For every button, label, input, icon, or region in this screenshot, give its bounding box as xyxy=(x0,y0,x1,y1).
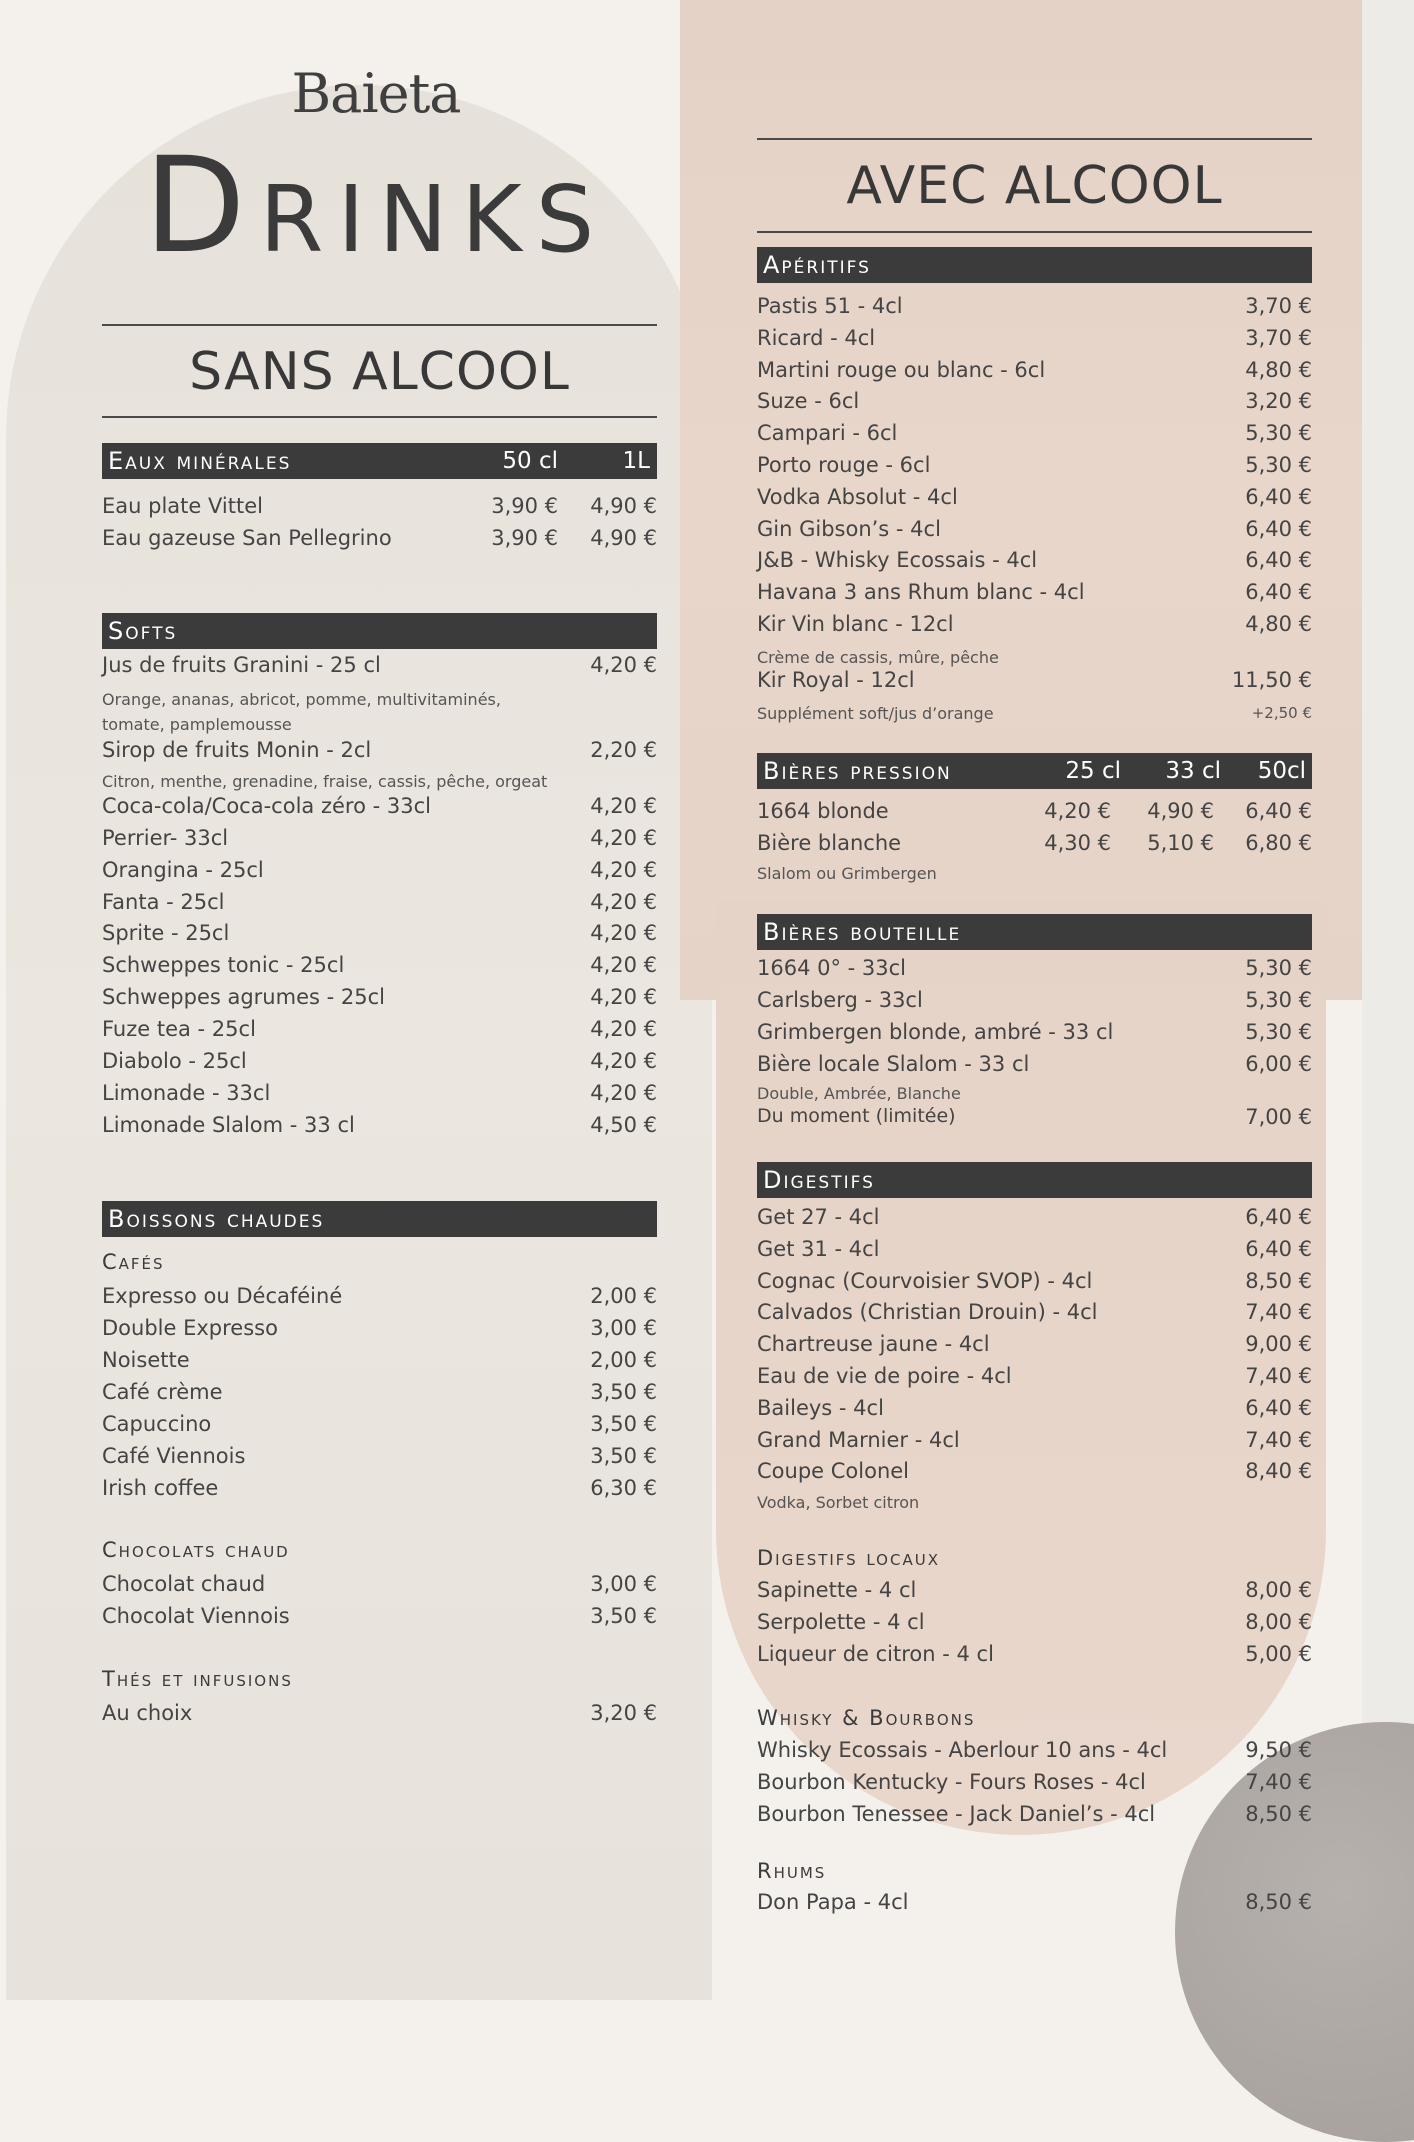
item-price: 3,50 € xyxy=(590,1604,657,1628)
item-price: 5,30 € xyxy=(1245,988,1312,1012)
item-price: 3,50 € xyxy=(590,1412,657,1436)
menu-item xyxy=(757,485,1312,517)
item-name: Chocolat Viennois xyxy=(102,1604,290,1628)
header-eaux-minerales xyxy=(102,443,657,479)
menu-item xyxy=(757,612,1312,644)
item-name: Bourbon Tenessee - Jack Daniel’s - 4cl xyxy=(757,1802,1156,1826)
item-name: Gin Gibson’s - 4cl xyxy=(757,516,941,541)
item-price: 9,50 € xyxy=(1245,1738,1312,1762)
item-price: 5,10 € xyxy=(1147,831,1214,855)
page-title: Drinks xyxy=(143,129,609,283)
menu-item xyxy=(757,1428,1312,1460)
item-price: 4,20 € xyxy=(590,794,657,818)
item-price: 4,20 € xyxy=(1044,799,1111,823)
item-price: 6,40 € xyxy=(1245,1205,1312,1229)
item-price: 4,50 € xyxy=(590,1112,657,1137)
item-name: Schweppes agrumes - 25cl xyxy=(102,985,385,1010)
item-name: Du moment (limitée) xyxy=(757,1105,956,1127)
supplement-row xyxy=(757,702,1312,725)
menu-item xyxy=(757,1205,1312,1237)
item-price: +2,50 € xyxy=(1251,704,1312,722)
item-price: 3,90 € xyxy=(491,526,558,550)
item-name: Bière locale Slalom - 33 cl xyxy=(757,1052,1030,1076)
item-price: 6,40 € xyxy=(1245,580,1312,605)
item-name: Limonade - 33cl xyxy=(102,1080,271,1105)
menu-item xyxy=(102,1081,657,1113)
item-price: 4,20 € xyxy=(590,1048,657,1073)
subheader-cafes: Cafés xyxy=(102,1250,165,1274)
item-name: Double Expresso xyxy=(102,1316,278,1340)
item-price: 3,90 € xyxy=(491,494,558,518)
item-name: Bière blanche xyxy=(757,831,902,855)
menu-item xyxy=(102,858,657,890)
item-name: J&B - Whisky Ecossais - 4cl xyxy=(757,548,1038,573)
item-price: 3,00 € xyxy=(590,1316,657,1340)
item-price: 5,30 € xyxy=(1245,421,1312,446)
item-name: Suze - 6cl xyxy=(757,389,860,414)
menu-item xyxy=(757,1364,1312,1396)
menu-item xyxy=(757,956,1312,988)
item-price: 8,00 € xyxy=(1245,1578,1312,1602)
item-price: 4,20 € xyxy=(590,825,657,850)
item-price: 5,00 € xyxy=(1245,1642,1312,1666)
item-name: Carlsberg - 33cl xyxy=(757,988,923,1012)
item-price: 4,20 € xyxy=(590,953,657,978)
item-price: 7,40 € xyxy=(1245,1770,1312,1794)
item-name: Grimbergen blonde, ambré - 33 cl xyxy=(757,1020,1114,1044)
divider-bottom xyxy=(102,416,657,418)
item-price: 6,40 € xyxy=(1245,1236,1312,1261)
subheader-chocolats: Chocolats chaud xyxy=(102,1538,290,1562)
menu-item xyxy=(102,1017,657,1049)
divider-bottom-right xyxy=(757,231,1312,233)
item-price: 6,40 € xyxy=(1245,548,1312,573)
item-name: Campari - 6cl xyxy=(757,421,898,446)
item-name: Eau plate Vittel xyxy=(102,494,263,518)
item-name: Perrier- 33cl xyxy=(102,825,229,850)
item-price: 4,90 € xyxy=(590,526,657,550)
menu-item xyxy=(757,548,1312,580)
menu-item xyxy=(102,953,657,985)
item-name: Schweppes tonic - 25cl xyxy=(102,953,345,978)
item-name: Sapinette - 4 cl xyxy=(757,1578,917,1602)
item-price: 4,80 € xyxy=(1245,612,1312,636)
item-note: Slalom ou Grimbergen xyxy=(757,864,937,883)
item-name: Café crème xyxy=(102,1380,223,1404)
menu-item xyxy=(757,1738,1312,1770)
subheader-thes: Thés et infusions xyxy=(102,1667,293,1691)
item-price: 8,50 € xyxy=(1245,1890,1312,1914)
item-price: 6,40 € xyxy=(1245,1395,1312,1420)
item-price: 8,40 € xyxy=(1245,1459,1312,1484)
menu-item xyxy=(102,1604,657,1636)
item-name: Sirop de fruits Monin - 2cl xyxy=(102,738,372,762)
item-name: Coca-cola/Coca-cola zéro - 33cl xyxy=(102,794,431,818)
item-price: 4,80 € xyxy=(1245,357,1312,382)
item-name: Kir Vin blanc - 12cl xyxy=(757,612,954,636)
item-price: 6,40 € xyxy=(1245,516,1312,541)
item-price: 5,30 € xyxy=(1245,956,1312,980)
item-price: 6,80 € xyxy=(1245,831,1312,855)
item-name: Whisky Ecossais - Aberlour 10 ans - 4cl xyxy=(757,1738,1168,1762)
header-softs: Softs xyxy=(102,613,657,649)
menu-item xyxy=(757,358,1312,390)
item-note: Double, Ambrée, Blanche xyxy=(757,1084,961,1103)
menu-item xyxy=(757,1578,1312,1610)
item-name: Fanta - 25cl xyxy=(102,889,225,914)
item-name: Pastis 51 - 4cl xyxy=(757,294,903,318)
menu-item xyxy=(757,421,1312,453)
item-name: 1664 0° - 33cl xyxy=(757,956,907,980)
menu-item xyxy=(757,1052,1312,1084)
item-price: 5,30 € xyxy=(1245,453,1312,477)
menu-item xyxy=(757,1770,1312,1802)
item-name: Au choix xyxy=(102,1701,193,1725)
item-name: Cognac (Courvoisier SVOP) - 4cl xyxy=(757,1268,1093,1293)
item-note: Orange, ananas, abricot, pomme, multivitaminés, xyxy=(102,690,501,709)
menu-item xyxy=(757,1269,1312,1301)
item-price: 3,50 € xyxy=(590,1444,657,1468)
header-aperitifs: Apéritifs xyxy=(757,247,1312,283)
subheader-whisky: Whisky & Bourbons xyxy=(757,1706,976,1730)
item-name: Havana 3 ans Rhum blanc - 4cl xyxy=(757,580,1085,605)
item-name: Capuccino xyxy=(102,1412,212,1436)
section-title-sans-alcool: SANS ALCOOL xyxy=(189,342,570,402)
menu-item xyxy=(757,1802,1312,1834)
header-label: Eaux minérales xyxy=(108,447,292,475)
item-name: Serpolette - 4 cl xyxy=(757,1610,925,1634)
item-name: Limonade Slalom - 33 cl xyxy=(102,1112,355,1137)
item-price: 2,20 € xyxy=(590,738,657,762)
menu-item xyxy=(102,1444,657,1476)
menu-item xyxy=(757,1890,1312,1922)
item-price: 6,30 € xyxy=(590,1476,657,1500)
menu-item xyxy=(102,826,657,858)
menu-item xyxy=(757,517,1312,549)
item-name: Liqueur de citron - 4 cl xyxy=(757,1642,994,1666)
item-name: Kir Royal - 12cl xyxy=(757,668,915,692)
item-note: Vodka, Sorbet citron xyxy=(757,1493,920,1512)
item-price: 3,50 € xyxy=(590,1380,657,1404)
menu-item xyxy=(757,326,1312,358)
item-price: 4,20 € xyxy=(590,1080,657,1105)
item-name: Chartreuse jaune - 4cl xyxy=(757,1332,990,1357)
column-50cl: 50 cl xyxy=(502,448,558,474)
menu-item xyxy=(757,1332,1312,1364)
item-name: Fuze tea - 25cl xyxy=(102,1016,256,1041)
item-price: 4,20 € xyxy=(590,1016,657,1041)
column-50cl: 50cl xyxy=(1257,758,1306,784)
menu-item xyxy=(757,1300,1312,1332)
column-33cl: 33 cl xyxy=(1165,758,1221,784)
right-edge-strip xyxy=(1362,0,1414,2000)
item-price: 3,20 € xyxy=(1245,389,1312,414)
item-price: 6,40 € xyxy=(1245,799,1312,823)
item-price: 5,30 € xyxy=(1245,1020,1312,1044)
menu-item xyxy=(102,1701,657,1733)
menu-item xyxy=(102,738,657,770)
menu-item xyxy=(102,1284,657,1316)
subheader-digestifs-locaux: Digestifs locaux xyxy=(757,1546,940,1570)
item-price: 4,90 € xyxy=(1147,799,1214,823)
item-name: Sprite - 25cl xyxy=(102,921,230,946)
section-title-avec-alcool: AVEC ALCOOL xyxy=(846,156,1223,216)
menu-item xyxy=(102,1412,657,1444)
item-price: 8,50 € xyxy=(1245,1802,1312,1826)
menu-item xyxy=(757,580,1312,612)
item-note: tomate, pamplemousse xyxy=(102,715,292,734)
menu-item xyxy=(757,1105,1312,1137)
item-name: Eau gazeuse San Pellegrino xyxy=(102,526,392,550)
item-name: Eau de vie de poire - 4cl xyxy=(757,1364,1012,1388)
menu-item xyxy=(757,389,1312,421)
item-price: 3,00 € xyxy=(590,1572,657,1596)
item-price: 2,00 € xyxy=(590,1348,657,1372)
menu-item xyxy=(757,453,1312,485)
item-name: Expresso ou Décaféiné xyxy=(102,1284,343,1308)
item-name: Grand Marnier - 4cl xyxy=(757,1427,960,1452)
item-note: Citron, menthe, grenadine, fraise, cassis, pêche, orgeat xyxy=(102,772,548,791)
item-name: Diabolo - 25cl xyxy=(102,1048,247,1073)
item-price: 4,20 € xyxy=(590,857,657,882)
menu-item xyxy=(102,1476,657,1508)
item-price: 3,70 € xyxy=(1245,294,1312,318)
item-name: Bourbon Kentucky - Fours Roses - 4cl xyxy=(757,1770,1146,1794)
menu-item xyxy=(102,1348,657,1380)
item-price: 4,20 € xyxy=(590,889,657,914)
logo: Baieta xyxy=(291,62,461,125)
divider-top xyxy=(102,324,657,326)
menu-item xyxy=(757,1396,1312,1428)
item-price: 3,70 € xyxy=(1245,325,1312,350)
menu-item xyxy=(102,1049,657,1081)
item-price: 3,20 € xyxy=(590,1701,657,1725)
menu-item xyxy=(757,1237,1312,1269)
menu-item xyxy=(757,988,1312,1020)
menu-item xyxy=(757,1020,1312,1052)
item-price: 4,20 € xyxy=(590,653,657,677)
item-name: Jus de fruits Granini - 25 cl xyxy=(102,653,381,677)
menu-item xyxy=(102,653,657,685)
item-price: 8,50 € xyxy=(1245,1268,1312,1293)
menu-item xyxy=(102,1316,657,1348)
menu-item xyxy=(102,526,657,558)
menu-item xyxy=(757,1459,1312,1491)
header-bieres-pression xyxy=(757,753,1312,789)
item-price: 6,40 € xyxy=(1245,484,1312,509)
item-name: Get 27 - 4cl xyxy=(757,1205,880,1229)
menu-item xyxy=(757,668,1312,700)
item-name: Baileys - 4cl xyxy=(757,1395,884,1420)
item-name: Ricard - 4cl xyxy=(757,325,876,350)
menu-item xyxy=(757,294,1312,326)
divider-top-right xyxy=(757,138,1312,140)
item-name: Noisette xyxy=(102,1348,190,1372)
menu-item xyxy=(102,1380,657,1412)
header-digestifs: Digestifs xyxy=(757,1162,1312,1198)
item-name: Vodka Absolut - 4cl xyxy=(757,484,958,509)
item-name: Supplément soft/jus d’orange xyxy=(757,704,994,723)
column-1l: 1L xyxy=(622,448,650,474)
item-price: 2,00 € xyxy=(590,1284,657,1308)
item-name: Don Papa - 4cl xyxy=(757,1890,909,1914)
menu-item xyxy=(757,1610,1312,1642)
header-boissons-chaudes: Boissons chaudes xyxy=(102,1201,657,1237)
item-note: Crème de cassis, mûre, pêche xyxy=(757,648,999,667)
item-price: 7,00 € xyxy=(1245,1105,1312,1129)
menu-item xyxy=(102,1572,657,1604)
subheader-rhums: Rhums xyxy=(757,1859,827,1883)
header-label: Bières pression xyxy=(763,757,952,785)
item-name: Orangina - 25cl xyxy=(102,857,264,882)
item-price: 4,20 € xyxy=(590,921,657,946)
item-price: 7,40 € xyxy=(1245,1427,1312,1452)
item-price: 11,50 € xyxy=(1231,668,1312,692)
item-price: 7,40 € xyxy=(1245,1300,1312,1325)
header-bieres-bouteille: Bières bouteille xyxy=(757,914,1312,950)
item-name: Chocolat chaud xyxy=(102,1572,266,1596)
column-25cl: 25 cl xyxy=(1065,758,1121,784)
menu-item xyxy=(757,1642,1312,1674)
item-name: Coupe Colonel xyxy=(757,1459,910,1484)
item-price: 4,30 € xyxy=(1044,831,1111,855)
item-price: 4,20 € xyxy=(590,985,657,1010)
item-name: 1664 blonde xyxy=(757,799,889,823)
menu-item xyxy=(102,985,657,1017)
item-name: Porto rouge - 6cl xyxy=(757,453,931,477)
item-name: Calvados (Christian Drouin) - 4cl xyxy=(757,1300,1098,1325)
item-name: Get 31 - 4cl xyxy=(757,1236,880,1261)
menu-item xyxy=(102,890,657,922)
item-price: 7,40 € xyxy=(1245,1364,1312,1388)
menu-item xyxy=(757,799,1312,831)
item-price: 9,00 € xyxy=(1245,1332,1312,1357)
item-price: 8,00 € xyxy=(1245,1610,1312,1634)
menu-item xyxy=(102,1113,657,1145)
menu-item xyxy=(102,494,657,526)
menu-item xyxy=(102,921,657,953)
item-name: Café Viennois xyxy=(102,1444,246,1468)
item-name: Martini rouge ou blanc - 6cl xyxy=(757,357,1046,382)
item-price: 6,00 € xyxy=(1245,1052,1312,1076)
menu-item xyxy=(757,831,1312,863)
item-name: Irish coffee xyxy=(102,1476,219,1500)
item-price: 4,90 € xyxy=(590,494,657,518)
menu-item xyxy=(102,794,657,826)
